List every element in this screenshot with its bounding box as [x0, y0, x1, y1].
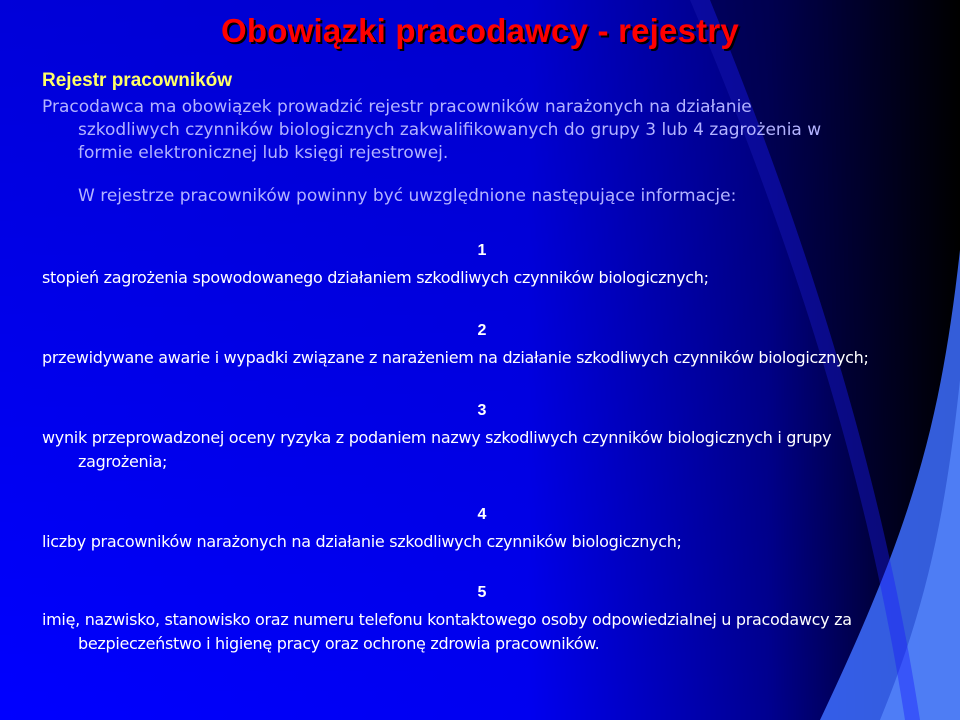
section-subtitle: Rejestr pracowników — [42, 70, 233, 91]
list-item — [42, 266, 922, 290]
list-item-text: zagrożenia; — [78, 452, 168, 471]
item-number: 4 — [477, 506, 487, 523]
list-item-text: bezpieczeństwo i higienę pracy oraz ochronę zdrowia pracowników. — [78, 634, 600, 653]
list-item-text: stopień zagrożenia spowodowanego działaniem szkodliwych czynników biologicznych; — [42, 268, 709, 287]
list-item-text: imię, nazwisko, stanowisko oraz numeru telefonu kontaktowego osoby odpowiedzialnej u pracodawcy za — [42, 610, 852, 629]
item-number: 3 — [477, 402, 487, 419]
item-number: 2 — [477, 322, 487, 339]
intro-paragraph — [42, 96, 902, 165]
item-number: 5 — [477, 584, 487, 601]
list-item-text: wynik przeprowadzonej oceny ryzyka z podaniem nazwy szkodliwych czynników biologicznych i grupy — [42, 428, 832, 447]
slide-title-text: Obowiązki pracodawcy - rejestry — [221, 12, 739, 49]
intro-line: Pracodawca ma obowiązek prowadzić rejestr pracowników narażonych na działanie — [42, 97, 752, 117]
item-number: 1 — [477, 242, 487, 259]
lead-sentence: W rejestrze pracowników powinny być uwzględnione następujące informacje: — [78, 186, 737, 206]
list-item-text: przewidywane awarie i wypadki związane z narażeniem na działanie szkodliwych czynników biologicznych; — [42, 348, 869, 367]
intro-line: szkodliwych czynników biologicznych zakwalifikowanych do grupy 3 lub 4 zagrożenia w — [78, 120, 822, 140]
list-item-text: liczby pracowników narażonych na działanie szkodliwych czynników biologicznych; — [42, 532, 682, 551]
list-item — [42, 608, 922, 656]
slide-title — [0, 12, 960, 50]
list-item — [42, 426, 922, 474]
list-item — [42, 530, 922, 554]
intro-line: formie elektronicznej lub księgi rejestrowej. — [78, 143, 449, 163]
list-item — [42, 346, 922, 370]
